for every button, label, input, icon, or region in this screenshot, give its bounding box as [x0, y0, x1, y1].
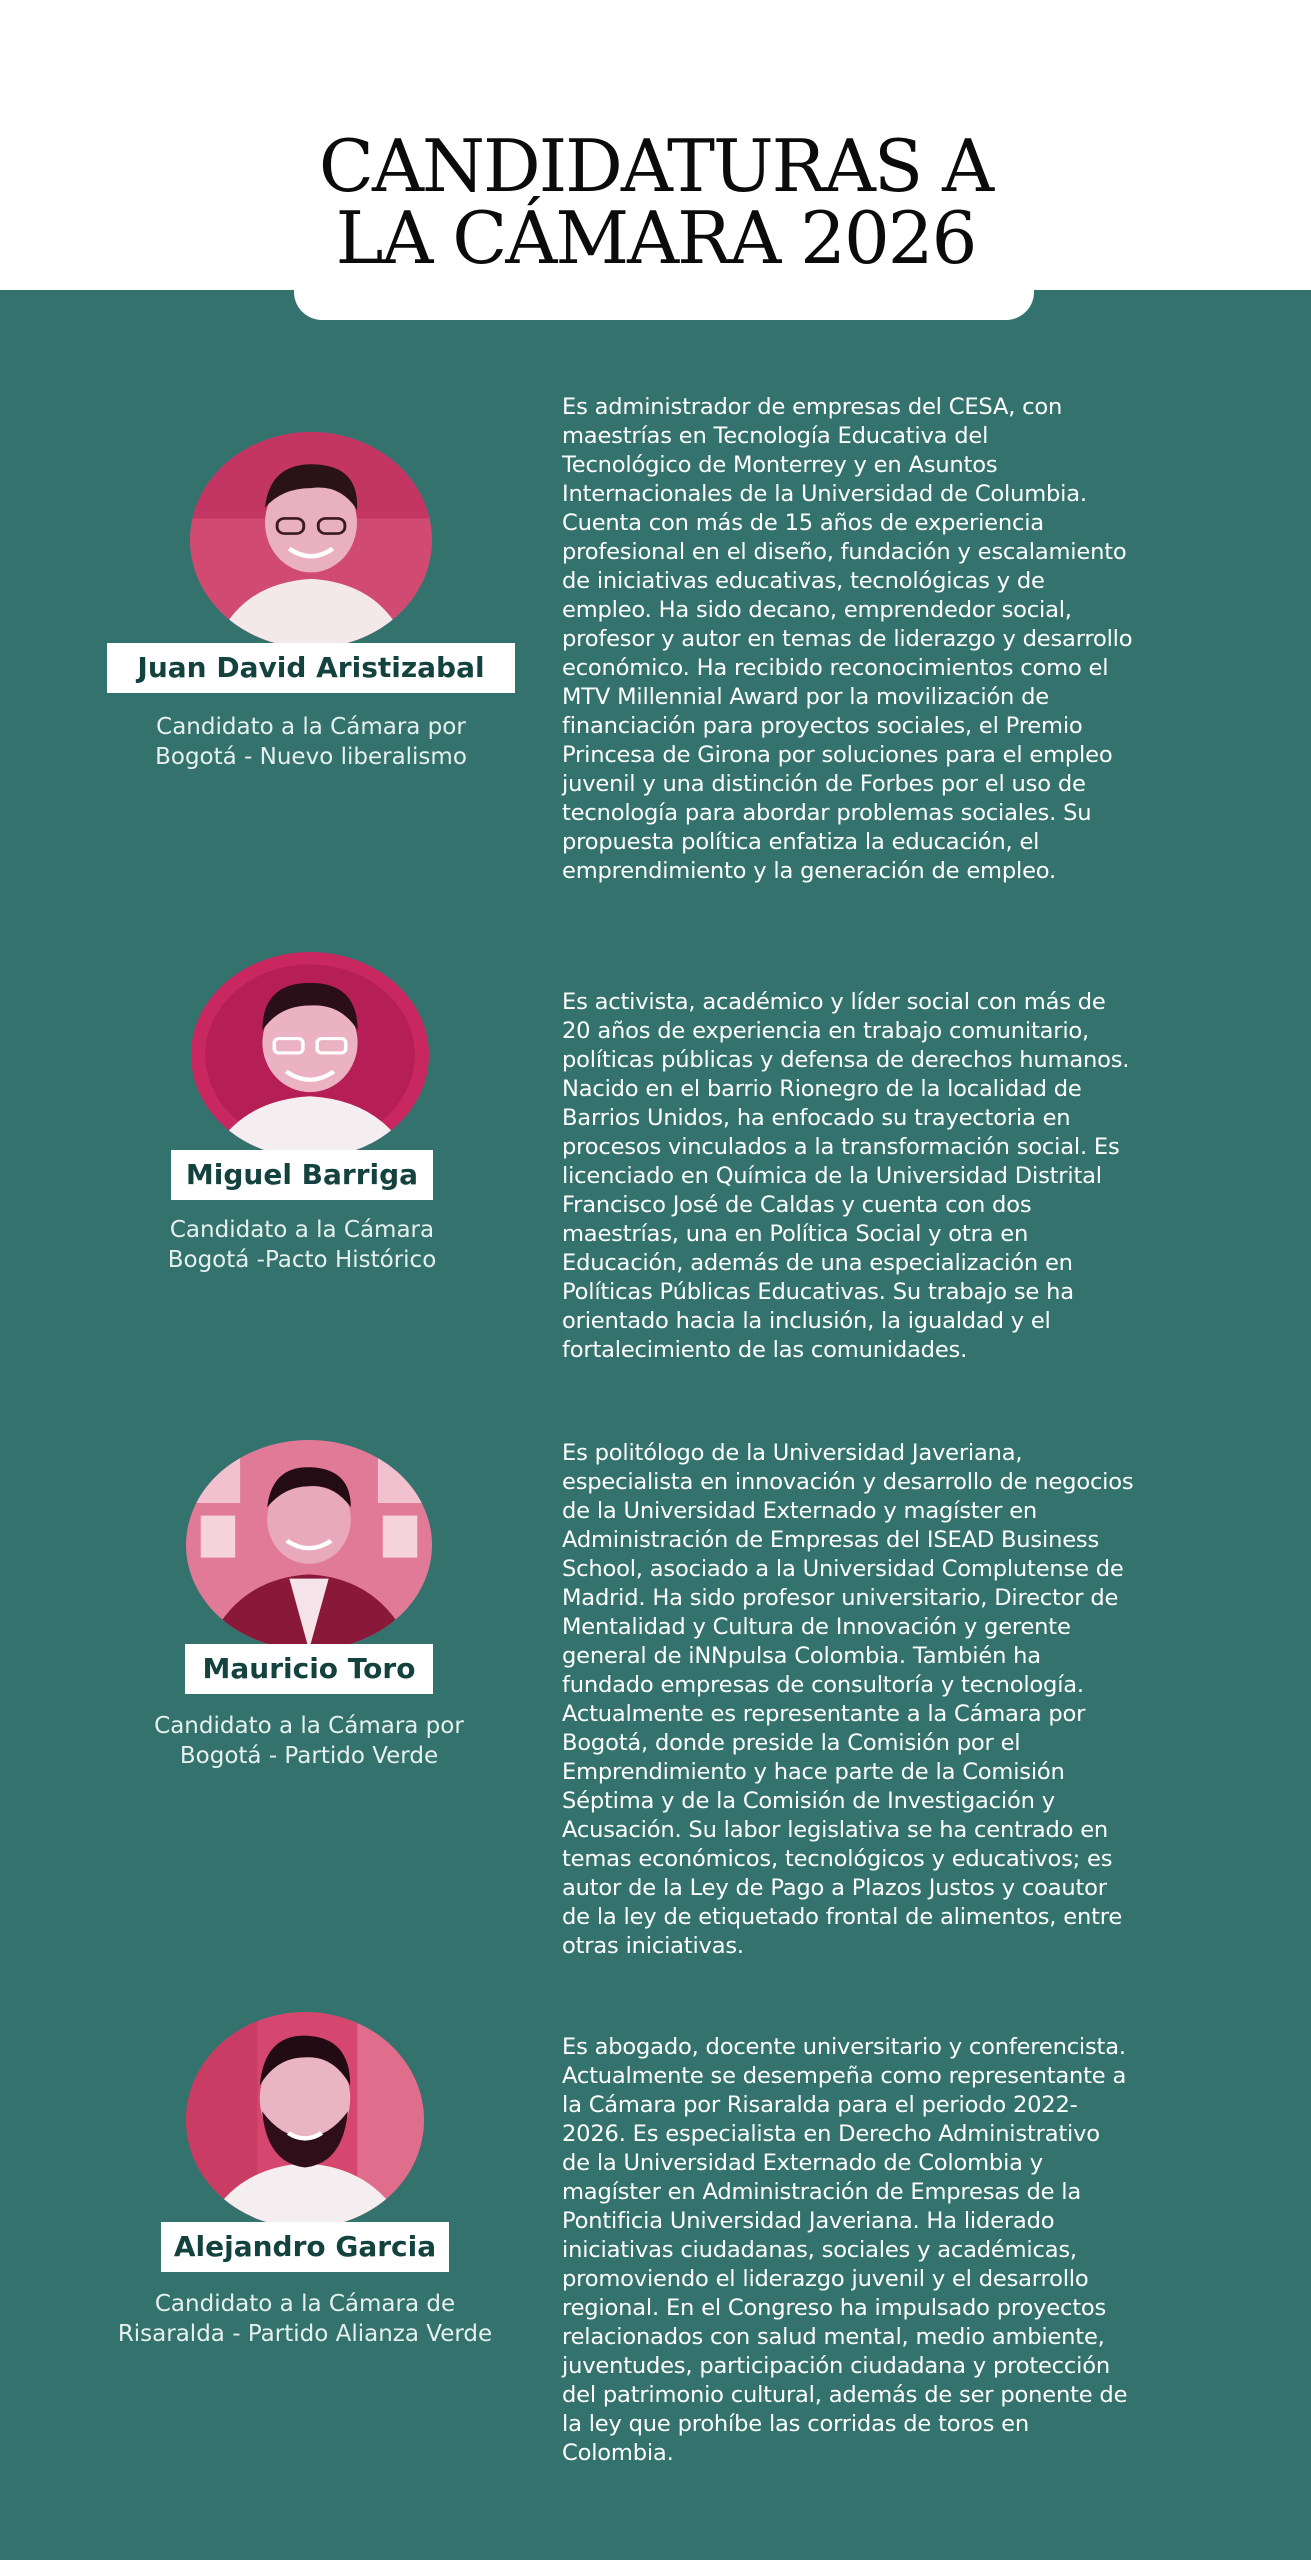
- bio-line: Acusación. Su labor legislativa se ha centrado en: [562, 1817, 1109, 1843]
- bio-line: Educación, además de una especialización en: [562, 1250, 1073, 1276]
- bio-line: especialista en innovación y desarrollo de negocios: [562, 1469, 1134, 1495]
- bio-line: maestrías, una en Política Social y otra en: [562, 1221, 1029, 1247]
- bio-line: Cuenta con más de 15 años de experiencia: [562, 510, 1044, 536]
- role-line: Candidato a la Cámara por: [156, 714, 466, 740]
- bio-line: emprendimiento y la generación de empleo.: [562, 858, 1056, 884]
- page-title: [0, 124, 1311, 280]
- bio-line: Colombia.: [562, 2440, 674, 2466]
- bio-line: fortalecimiento de las comunidades.: [562, 1337, 968, 1363]
- bio-line: Políticas Públicas Educativas. Su trabajo se ha: [562, 1279, 1074, 1305]
- bio-line: promoviendo el liderazgo juvenil y el desarrollo: [562, 2266, 1089, 2292]
- candidate-name: Alejandro Garcia: [161, 2222, 449, 2272]
- bio-line: Séptima y de la Comisión de Investigación y: [562, 1788, 1055, 1814]
- bio-line: Administración de Empresas del ISEAD Business: [562, 1527, 1100, 1553]
- candidate-name: Miguel Barriga: [171, 1150, 433, 1200]
- role-line: Bogotá - Partido Verde: [179, 1743, 439, 1769]
- bio-line: Es activista, académico y líder social con más de: [562, 989, 1106, 1015]
- role-line: Bogotá -Pacto Histórico: [167, 1247, 437, 1273]
- title-line: LA CÁMARA 2026: [335, 196, 976, 280]
- bio-line: profesor y autor en temas de liderazgo y desarrollo: [562, 626, 1133, 652]
- bio-line: iniciativas ciudadanas, sociales y académicas,: [562, 2237, 1077, 2263]
- bio-line: Pontificia Universidad Javeriana. Ha liderado: [562, 2208, 1055, 2234]
- bio-line: de la Universidad Externado de Colombia y: [562, 2150, 1043, 2176]
- bio-line: la ley que prohíbe las corridas de toros en: [562, 2411, 1029, 2437]
- candidate-role: [121, 1215, 483, 1275]
- bio-line: políticas públicas y defensa de derechos humanos.: [562, 1047, 1130, 1073]
- bio-line: económico. Ha recibido reconocimientos como el: [562, 655, 1109, 681]
- bio-line: orientado hacia la inclusión, la igualdad y el: [562, 1308, 1051, 1334]
- bio-line: de la Universidad Externado y magíster en: [562, 1498, 1038, 1524]
- candidate-role: [105, 2289, 505, 2349]
- bio-line: 20 años de experiencia en trabajo comunitario,: [562, 1018, 1090, 1044]
- candidate-photo: [186, 1440, 432, 1650]
- bio-line: de iniciativas educativas, tecnológicas y de: [562, 568, 1045, 594]
- bio-line: Barrios Unidos, ha enfocado su trayectoria en: [562, 1105, 1071, 1131]
- bio-line: general de iNNpulsa Colombia. También ha: [562, 1643, 1041, 1669]
- bio-line: magíster en Administración de Empresas de la: [562, 2179, 1082, 2205]
- bio-line: licenciado en Química de la Universidad Distrital: [562, 1163, 1102, 1189]
- role-line: Candidato a la Cámara: [169, 1217, 435, 1243]
- candidate-name: Mauricio Toro: [185, 1644, 433, 1694]
- bio-line: Mentalidad y Cultura de Innovación y gerente: [562, 1614, 1071, 1640]
- bio-line: juventudes, participación ciudadana y protección: [562, 2353, 1110, 2379]
- person-portrait-icon: [186, 2012, 424, 2228]
- candidate-photo: [190, 432, 432, 648]
- bio-line: del patrimonio cultural, además de ser ponente de: [562, 2382, 1128, 2408]
- bio-line: Madrid. Ha sido profesor universitario, Director de: [562, 1585, 1119, 1611]
- bio-line: juvenil y una distinción de Forbes por el uso de: [562, 771, 1086, 797]
- bio-line: procesos vinculados a la transformación social. Es: [562, 1134, 1120, 1160]
- candidate-photo: [191, 952, 429, 1158]
- title-line: CANDIDATURAS A: [318, 124, 993, 208]
- role-line: Bogotá - Nuevo liberalismo: [155, 744, 467, 770]
- bio-line: financiación para proyectos sociales, el Premio: [562, 713, 1083, 739]
- candidate-role: [106, 1711, 512, 1771]
- person-portrait-icon: [186, 1440, 432, 1650]
- bio-line: Actualmente es representante a la Cámara por: [562, 1701, 1086, 1727]
- candidate-name: Juan David Aristizabal: [107, 643, 515, 693]
- bio-line: Francisco José de Caldas y cuenta con dos: [562, 1192, 1032, 1218]
- bio-line: Es administrador de empresas del CESA, con: [562, 394, 1063, 420]
- bio-line: Actualmente se desempeña como representante a: [562, 2063, 1127, 2089]
- bio-line: maestrías en Tecnología Educativa del: [562, 423, 989, 449]
- bio-line: Emprendimiento y hace parte de la Comisión: [562, 1759, 1065, 1785]
- bio-line: Nacido en el barrio Rionegro de la localidad de: [562, 1076, 1082, 1102]
- bio-line: MTV Millennial Award por la movilización de: [562, 684, 1050, 710]
- bio-line: autor de la Ley de Pago a Plazos Justos y coautor: [562, 1875, 1107, 1901]
- bio-line: 2026. Es especialista en Derecho Administrativo: [562, 2121, 1100, 2147]
- bio-line: fundado empresas de consultoría y tecnología.: [562, 1672, 1084, 1698]
- bio-line: tecnología para abordar problemas sociales. Su: [562, 800, 1092, 826]
- bio-line: de la ley de etiquetado frontal de alimentos, entre: [562, 1904, 1123, 1930]
- candidate-bio: [562, 2033, 1127, 2468]
- role-line: Risaralda - Partido Alianza Verde: [117, 2321, 493, 2347]
- bio-line: Bogotá, donde preside la Comisión por el: [562, 1730, 1021, 1756]
- bio-line: Tecnológico de Monterrey y en Asuntos: [562, 452, 998, 478]
- candidate-bio: [562, 393, 1132, 886]
- bio-line: profesional en el diseño, fundación y escalamiento: [562, 539, 1127, 565]
- bio-line: Es abogado, docente universitario y conferencista.: [562, 2034, 1126, 2060]
- bio-line: propuesta política enfatiza la educación, el: [562, 829, 1040, 855]
- role-line: Candidato a la Cámara por: [154, 1713, 464, 1739]
- bio-line: Internacionales de la Universidad de Columbia.: [562, 481, 1087, 507]
- bio-line: temas económicos, tecnológicos y educativos; es: [562, 1846, 1113, 1872]
- person-portrait-icon: [191, 952, 429, 1158]
- bio-line: relacionados con salud mental, medio ambiente,: [562, 2324, 1105, 2350]
- bio-line: regional. En el Congreso ha impulsado proyectos: [562, 2295, 1107, 2321]
- bio-line: Princesa de Girona por soluciones para el empleo: [562, 742, 1113, 768]
- role-line: Candidato a la Cámara de: [154, 2291, 456, 2317]
- bio-line: empleo. Ha sido decano, emprendedor social,: [562, 597, 1072, 623]
- bio-line: la Cámara por Risaralda para el periodo 2022-: [562, 2092, 1078, 2118]
- candidate-bio: [562, 1439, 1133, 1961]
- bio-line: Es politólogo de la Universidad Javeriana,: [562, 1440, 1023, 1466]
- candidate-role: [110, 712, 512, 772]
- bio-line: School, asociado a la Universidad Complutense de: [562, 1556, 1124, 1582]
- candidate-bio: [562, 988, 1129, 1365]
- candidate-photo: [186, 2012, 424, 2228]
- person-portrait-icon: [190, 432, 432, 648]
- bio-line: otras iniciativas.: [562, 1933, 744, 1959]
